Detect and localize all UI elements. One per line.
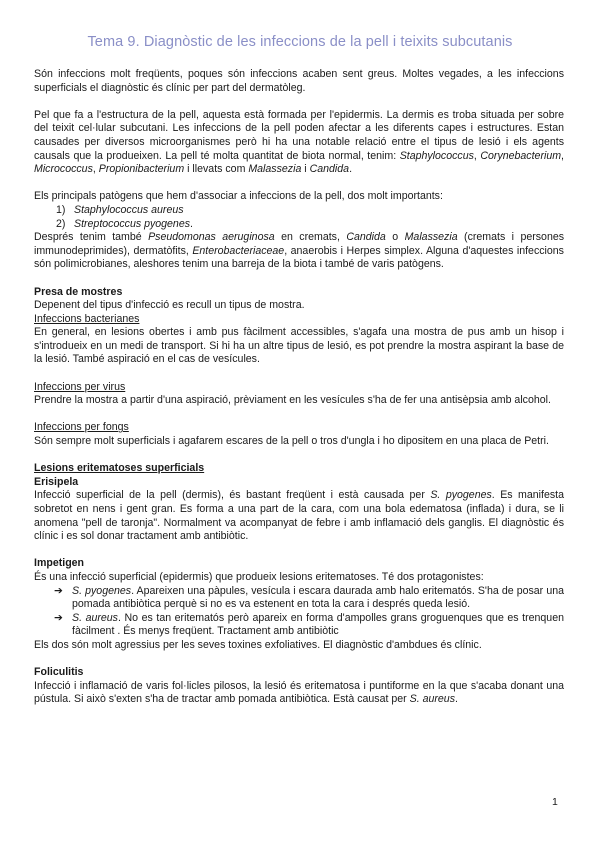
list-item: ➔ S. pyogenes. Apareixen una pàpules, vesícula i escara daurada amb halo eritematós. S'ha de posar una pomada antibiòtica perquè si no es va estenent en tota la cara i després queda lesió. xyxy=(54,584,564,611)
list-item: 1) Staphylococcus aureus xyxy=(56,203,184,216)
erisipela-text: Infecció superficial de la pell (dermis), és bastant freqüent i està causada per S. pyogenes. Es manifesta sobretot en nens i gent gran. Es forma a una part de la cara, com una bola edematosa (inflada) i dura, se li anomena "pell de taronja". Normalment va acompanyat de febre i amb inflamació dels ganglis. El diagnòstic és clínic i es sol donar tractament amb antibiòtic. xyxy=(34,489,564,543)
foliculitis-text: Infecció i inflamació de varis fol·licles pilosos, la lesió és eritematosa i puntiforme en la que s'acaba donant una pústula. Si això s'exten s'ha de tractar amb pomada antibiòtica. Està causat per S. aureus. xyxy=(34,679,564,706)
bacterial-heading: Infeccions bacterianes xyxy=(34,312,140,325)
arrow-icon: ➔ xyxy=(54,611,63,624)
intro-paragraph: Són infeccions molt freqüents, poques són infeccions acaben sent greus. Moltes vegades, a les infeccions superficials el diagnòstic és clínic per part del dermatòleg. xyxy=(34,68,564,94)
virus-heading: Infeccions per virus xyxy=(34,380,126,393)
fungi-text: Són sempre molt superficials i agafarem escares de la pell o tros d'ungla i ho dipositem en una placa de Petri. xyxy=(34,435,549,448)
lesions-heading: Lesions eritematoses superficials xyxy=(34,462,205,475)
impetigen-intro: És una infecció superficial (epidermis) que produeix lesions eritematoses. Té dos protagonistes: xyxy=(34,570,484,583)
page-number: 1 xyxy=(552,796,558,808)
sampling-intro: Depenent del tipus d'infecció es recull un tipus de mostra. xyxy=(34,299,305,312)
sampling-heading: Presa de mostres xyxy=(34,285,123,298)
skin-structure-paragraph: Pel que fa a l'estructura de la pell, aquesta està formada per l'epidermis. La dermis es troba situada per sobre del teixit cel·lular subcutani. Les infeccions de la pell poden afectar a les diferents capes i estructures. Estan causades per diversos microorganismes però hi ha una notable relació entre el tipus de lesió i els agents causals que la produeixen. La pell té molta quantitat de biota normal, tenim: Staphylococcus, Corynebacterium, Micrococcus, Propionibacterium i llevats com Malassezia i Candida. xyxy=(34,108,564,176)
arrow-icon: ➔ xyxy=(54,584,63,597)
list-item: 2) Streptococcus pyogenes. xyxy=(56,217,193,230)
impetigen-outro: Els dos són molt agressius per les seves toxines exfoliatives. El diagnòstic d'ambdues és clínic. xyxy=(34,638,482,651)
erisipela-heading: Erisipela xyxy=(34,475,79,488)
foliculitis-heading: Foliculitis xyxy=(34,666,84,679)
document-body xyxy=(34,68,564,707)
document-title: Tema 9. Diagnòstic de les infeccions de la pell i teixits subcutanis xyxy=(87,34,513,50)
other-pathogens-paragraph: Després tenim també Pseudomonas aeruginosa en cremats, Candida o Malassezia (cremats i persones immunodeprimides), dermatòfits, Enterobacteriaceae, anaerobis i Herpes simplex. Alguna d'aquestes infeccions són polimicrobianes, aleshores tenim una barreja de la biota i també de varis patògens. xyxy=(34,231,565,271)
impetigen-list xyxy=(34,585,564,639)
fungi-heading: Infeccions per fongs xyxy=(34,421,129,434)
pathogens-intro: Els principals patògens que hem d'associar a infeccions de la pell, dos molt importants: xyxy=(34,190,443,203)
virus-text: Prendre la mostra a partir d'una aspiració, prèviament en les vesícules s'ha de fer una antisèpsia amb alcohol. xyxy=(34,394,551,407)
list-item: ➔ S. aureus. No es tan eritematós però apareix en forma d'ampolles grans groguenques que es trenquen fàcilment . És menys freqüent. Tractament amb antibiòtic xyxy=(54,611,564,638)
pathogens-list xyxy=(34,204,564,231)
impetigen-heading: Impetigen xyxy=(34,557,85,570)
bacterial-text: En general, en lesions obertes i amb pus fàcilment accessibles, s'agafa una mostra de pus amb un hisop i s'introdueix en un medi de transport. Si hi ha un altre tipus de lesió, es pot prendre la mostra aspirant la base de la lesió. També aspiració en el cas de vesícules. xyxy=(34,326,564,366)
